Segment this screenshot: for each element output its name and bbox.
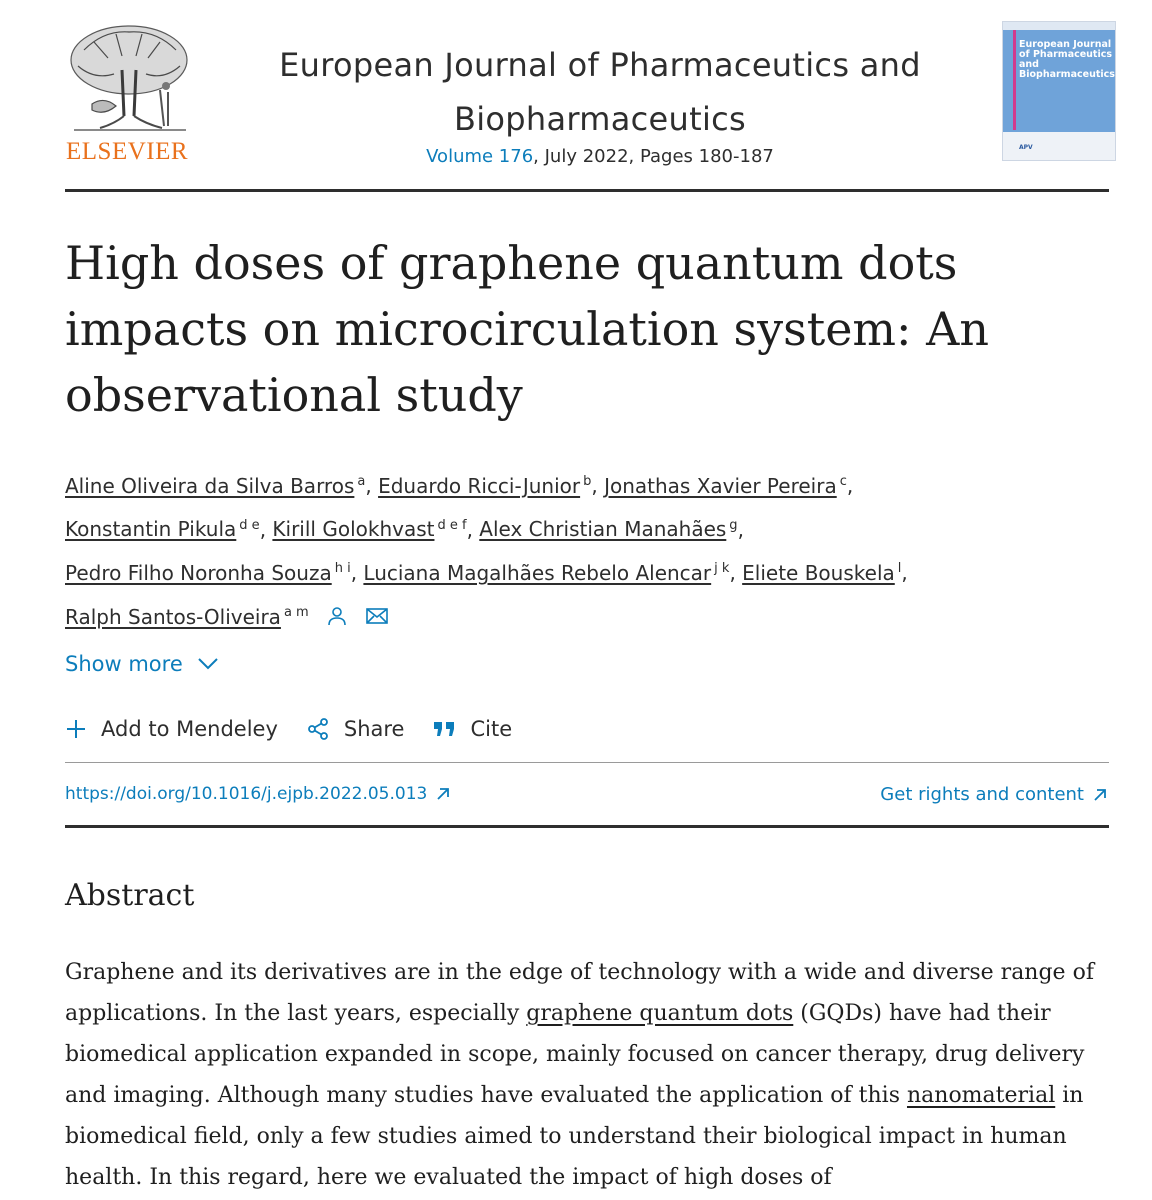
author-affiliation: a: [357, 474, 366, 489]
nanomaterial-link[interactable]: nanomaterial: [906, 1083, 1056, 1108]
author-item[interactable]: [65, 561, 351, 585]
abstract-segment: Graphene and its derivatives are in the edge of technology with a wide and diverse range of applications. In the last years, especially: [65, 960, 1094, 1026]
cite-button[interactable]: [432, 717, 512, 741]
abstract-segment: in biomedical field, only a few studies aimed to understand their biological impact in human health. In this regard, here we evaluated the impact of high doses of: [65, 1083, 1084, 1190]
author-affiliation: b: [583, 474, 592, 489]
author-item[interactable]: [272, 517, 466, 541]
external-link-icon: [1092, 787, 1108, 803]
author-item[interactable]: [363, 561, 729, 585]
show-more-button[interactable]: [65, 652, 219, 676]
show-more-label: Show more: [65, 652, 183, 676]
author-item[interactable]: [65, 605, 309, 629]
author-item[interactable]: [65, 474, 365, 498]
abstract-heading: Abstract: [65, 878, 195, 913]
publisher-wordmark: ELSEVIER: [66, 138, 189, 165]
doi-link[interactable]: [65, 784, 451, 804]
graphene-quantum-dots-link[interactable]: graphene quantum dots: [526, 1001, 794, 1026]
issue-details: , July 2022, Pages 180-187: [533, 146, 774, 167]
doi-text: https://doi.org/10.1016/j.ejpb.2022.05.013: [65, 784, 428, 804]
author-item[interactable]: [604, 474, 847, 498]
author-name[interactable]: Jonathas Xavier Pereira: [604, 473, 837, 498]
journal-header: [0, 0, 1152, 200]
author-name[interactable]: Aline Oliveira da Silva Barros: [65, 473, 355, 498]
author-item[interactable]: [65, 517, 260, 541]
journal-title[interactable]: [250, 38, 950, 146]
author-affiliation: g: [729, 517, 738, 533]
mendeley-label: Add to Mendeley: [101, 717, 278, 741]
author-name[interactable]: Luciana Magalhães Rebelo Alencar: [363, 560, 712, 585]
author-item[interactable]: [479, 517, 737, 541]
author-affiliation: l: [897, 561, 902, 577]
plus-icon: [65, 718, 87, 740]
author-affiliation: h i: [334, 561, 351, 577]
cite-label: Cite: [470, 717, 513, 741]
author-affiliation: d e: [239, 517, 260, 533]
article-actions: [65, 717, 540, 741]
cover-topbar: [1003, 22, 1115, 30]
share-button[interactable]: [306, 717, 405, 741]
quote-icon: [432, 719, 456, 739]
author-name[interactable]: Ralph Santos-Oliveira: [65, 604, 281, 629]
cover-org: APV: [1019, 144, 1033, 151]
author-name[interactable]: Kirill Golokhvast: [272, 517, 435, 542]
abstract-segment: (GQDs) have had their biomedical application expanded in scope, mainly focused on cancer therapy, drug delivery and imaging. Although many studies have evaluated the application of this: [65, 1001, 1085, 1108]
journal-title-line1: European Journal of Pharmaceutics and: [279, 46, 921, 84]
journal-cover-thumbnail[interactable]: [1002, 21, 1116, 161]
share-label: Share: [343, 717, 405, 741]
author-item[interactable]: [378, 474, 591, 498]
email-icon[interactable]: [365, 601, 389, 641]
author-list: Aline Oliveira da Silva Barros $^a$, Eduardo Ricci-Junior $^b$, Jonathas Xavier Pereira $^c$, Konstantin Pikula $^{d e}$, Kirill Golokhvast $^{d e f}$, Alex Christian Manahães $^g$, Pedro Filho Noronha Souza $^{h i}$, Luciana Magalhães Rebelo Alencar $^{j k}$, Eliete Bouskela $^l$, Ralph Santos-Oliveira $^{a m}$: [65, 462, 1065, 641]
volume-link[interactable]: Volume 176: [426, 146, 534, 167]
author-name[interactable]: Eduardo Ricci-Junior: [378, 473, 581, 498]
author-name[interactable]: Pedro Filho Noronha Souza: [65, 560, 332, 585]
share-icon: [306, 717, 330, 741]
author-name[interactable]: Eliete Bouskela: [742, 560, 895, 585]
header-divider: [65, 189, 1109, 192]
person-icon[interactable]: [325, 601, 349, 641]
journal-title-line2: Biopharmaceutics: [453, 100, 747, 138]
actions-divider: [65, 762, 1109, 763]
author-affiliation: a m: [283, 604, 309, 620]
elsevier-tree-icon: [64, 20, 194, 138]
cover-accent-bar: [1013, 30, 1016, 130]
article-title: High doses of graphene quantum dots impacts on microcirculation system: An observational study: [65, 236, 990, 422]
section-divider: [65, 825, 1109, 828]
rights-link[interactable]: [880, 784, 1108, 805]
cover-title: European Journal of Pharmaceutics and Biopharmaceutics: [1019, 39, 1115, 80]
author-affiliation: d e f: [437, 517, 467, 533]
chevron-down-icon: [197, 652, 219, 676]
author-affiliation: c: [839, 474, 847, 489]
abstract-text: [65, 952, 1125, 1198]
author-name[interactable]: Konstantin Pikula: [65, 517, 237, 542]
author-name[interactable]: Alex Christian Manahães: [479, 517, 727, 542]
add-to-mendeley-button[interactable]: [65, 717, 278, 741]
journal-issue: [250, 146, 950, 167]
author-item[interactable]: [742, 561, 901, 585]
author-affiliation: j k: [714, 561, 730, 577]
rights-text: Get rights and content: [880, 784, 1084, 805]
external-link-icon: [435, 786, 451, 802]
